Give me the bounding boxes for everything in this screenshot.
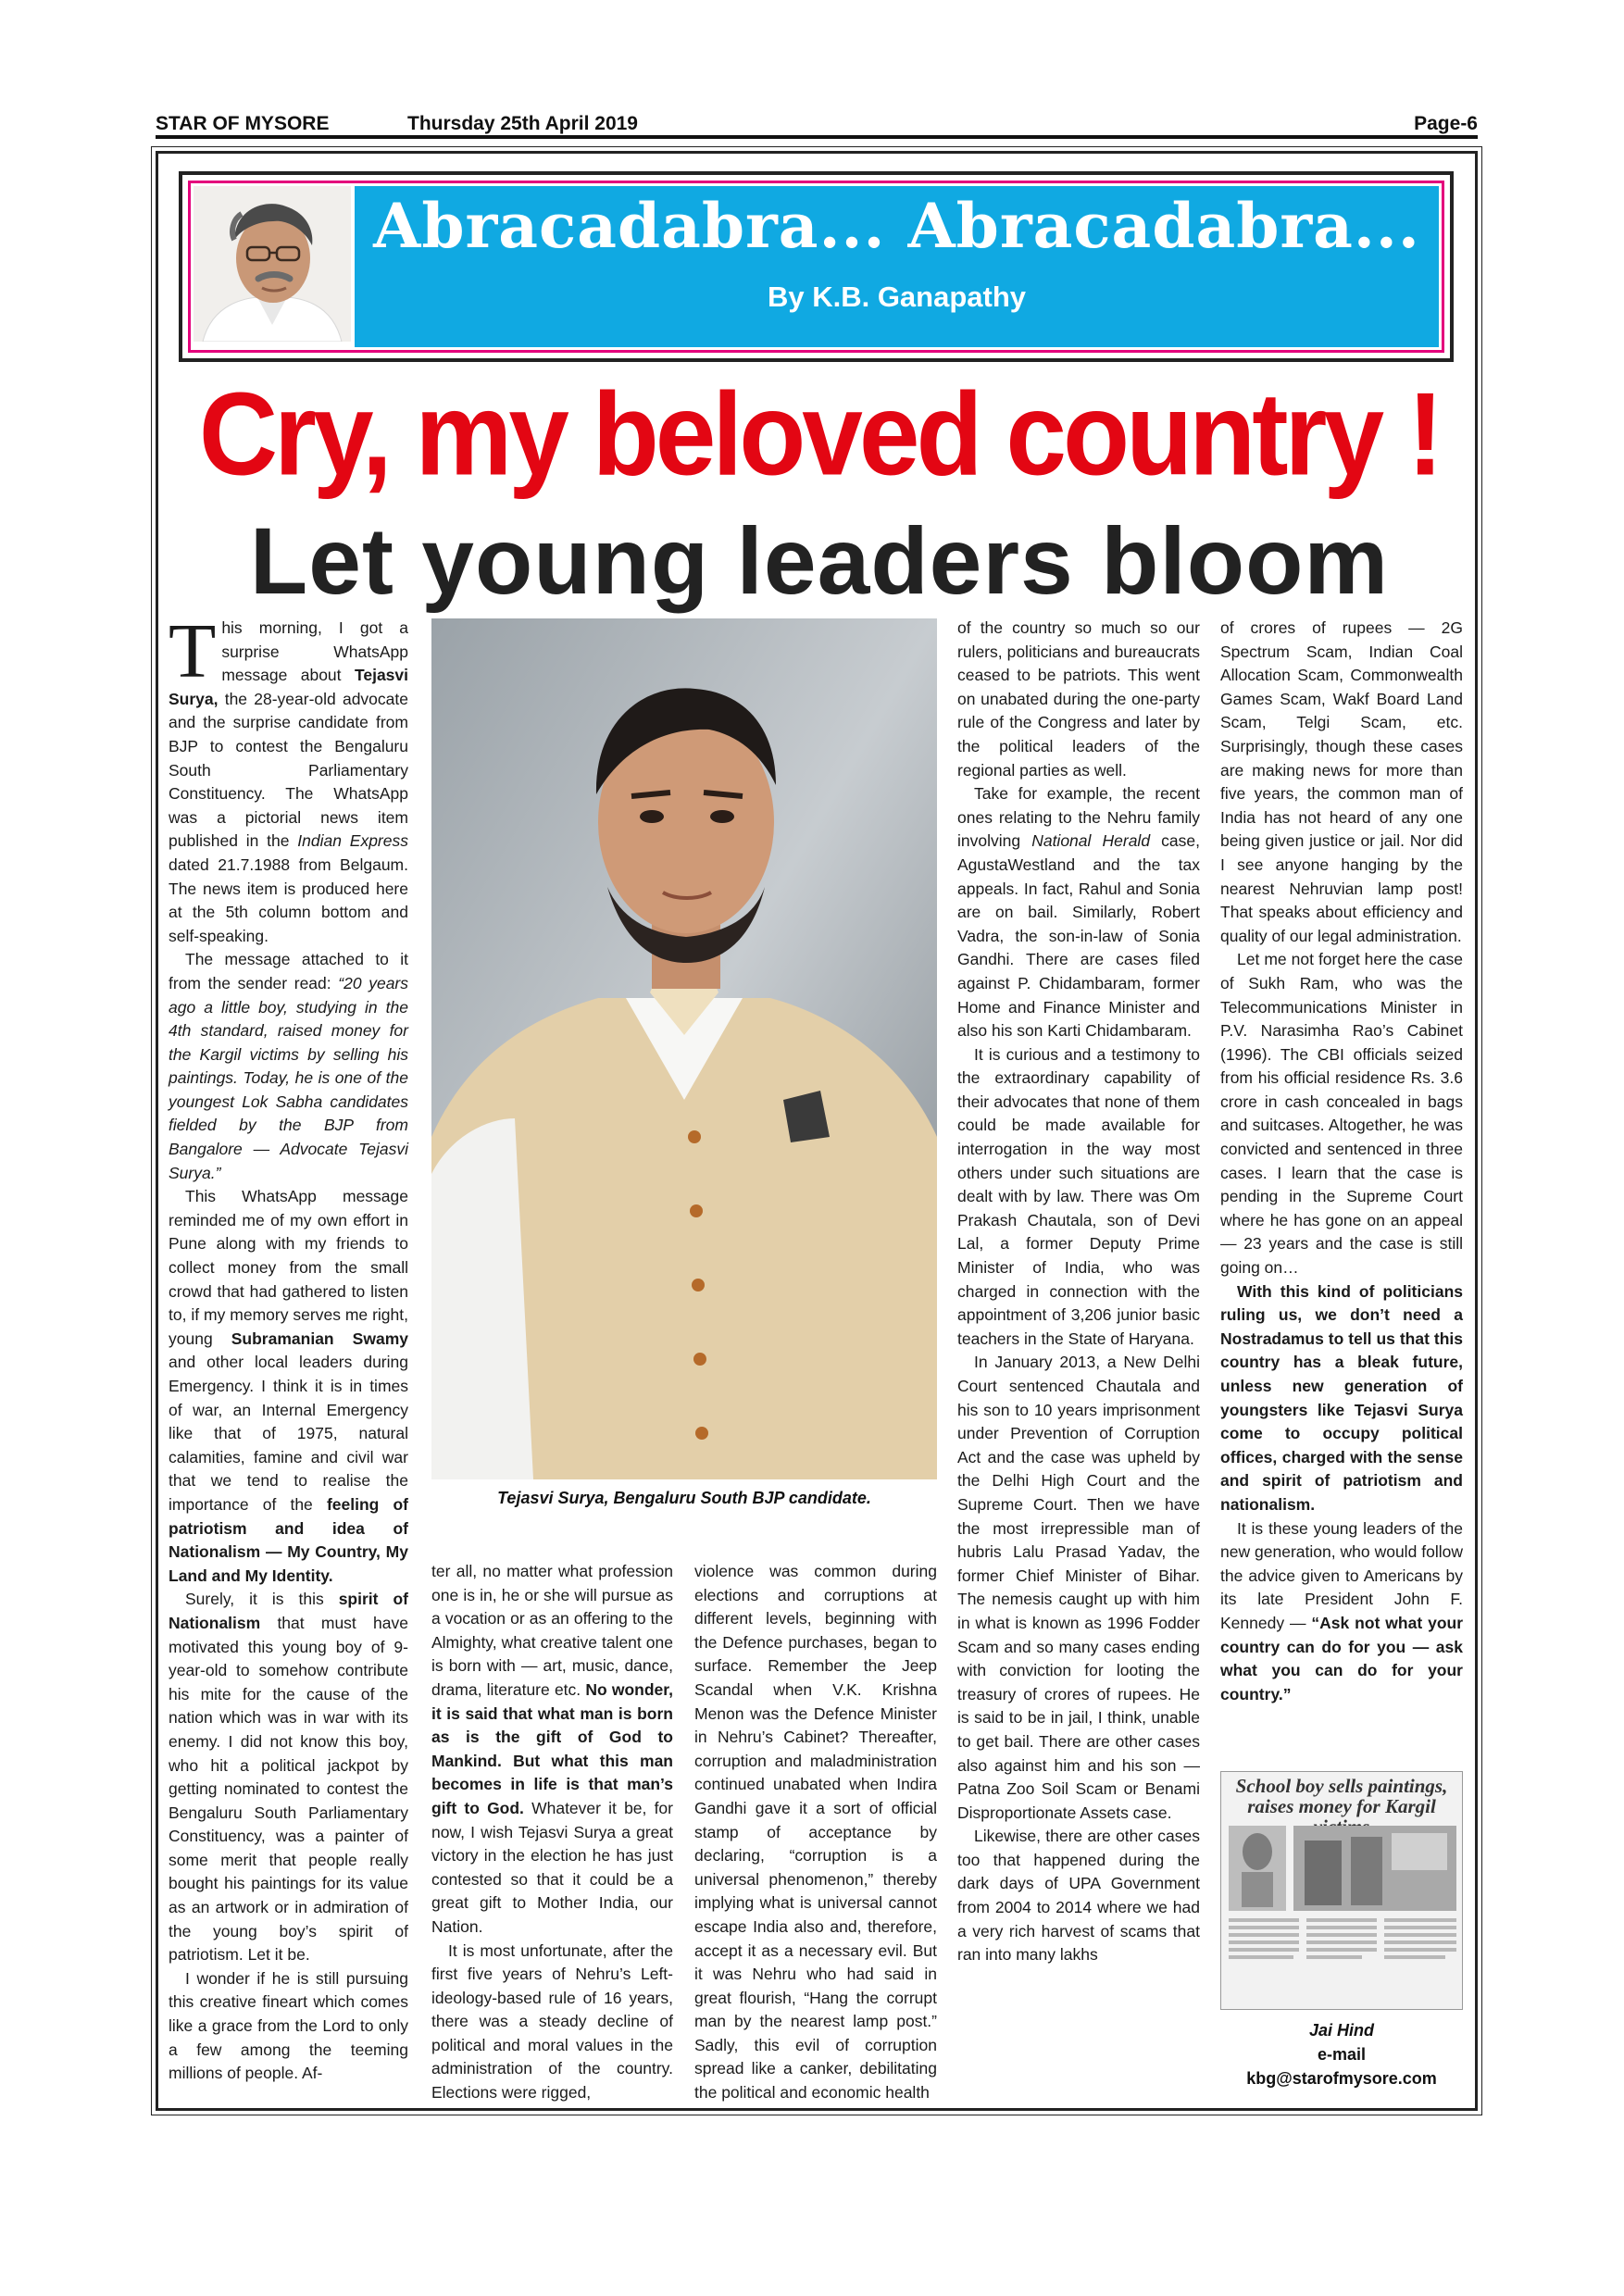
text-run-bold: feeling of patriotism and idea of Nationalism — My Country, My Land and My Identity. bbox=[169, 1494, 408, 1585]
paragraph bbox=[169, 608, 408, 948]
text-run-bold: spirit of Nationalism bbox=[169, 1590, 408, 1632]
clipping-headline: School boy sells paintings, raises money for Kargil bbox=[1235, 1775, 1448, 1817]
issue-date: Thursday 25th April 2019 bbox=[407, 113, 638, 134]
paragraph: Likewise, there are other cases too that happened during the dark days of UPA Government from 2004 to 2014 where we had a very rich harvest of scams that ran into many lakhs bbox=[957, 1827, 1200, 1965]
paragraph: of the country so much so our rulers, politicians and bureaucrats ceased to be patriots. This went on unabated during the one-party rule of the Congress and later by the political leaders of the regional parties as well. bbox=[957, 618, 1200, 780]
text-run-italic: “20 years ago a little boy, studying in the 4th standard, raised money for the Kargil victims by selling his paintings. Today, he is one of the youngest Lok Sabha candidates fielded by the BJP from Bangalore — Advocate Tejasvi Surya.” bbox=[169, 973, 409, 1182]
main-headline: Cry, my beloved country ! bbox=[198, 368, 1441, 501]
article-column-3 bbox=[694, 1560, 937, 2105]
photo-caption: Tejasvi Surya, Bengaluru South BJP candidate. bbox=[497, 1489, 871, 1507]
sign-off bbox=[1220, 2018, 1463, 2090]
page-number: Page-6 bbox=[1414, 113, 1478, 134]
text-run: the 28-year-old advocate and the surprise candidate from BJP to contest the Bengaluru South Parliamentary Constituency. The WhatsApp was a pictorial news item published in the bbox=[169, 689, 408, 851]
news-clipping bbox=[1220, 1771, 1463, 2010]
article-column-1 bbox=[169, 608, 409, 2087]
paragraph bbox=[169, 1185, 408, 1588]
text-run: ter all, no matter what profession one is in, he or she will pursue as a vocation or as an offering to the Almighty, what creative talent one is born with — art, music, dance, drama, literature etc. bbox=[431, 1562, 673, 1699]
paragraph: I wonder if he is still pursuing this creative fineart which comes like a grace from the Lord to only a few among the teeming millions of people. Af- bbox=[169, 1968, 408, 2083]
paragraph: Let me not forget here the case of Sukh Ram, who was the Telecommunications Minister in P.V. Narasimha Rao’s Cabinet (1996). The CBI officials seized from his official residence Rs. 3.6 crore in cash concealed in bags and suitcases. Altogether, he was convicted and sentenced in three cases. I learn that the case is pending in the Supreme Court where he has gone on an appeal — 23 years and the case is still going on… bbox=[1220, 950, 1463, 1278]
clipping-body bbox=[1221, 1772, 1463, 2010]
text-run-bold: Subramanian Swamy bbox=[231, 1329, 408, 1348]
article-column-5 bbox=[1220, 617, 1463, 1706]
paragraph bbox=[169, 948, 408, 1185]
text-run: his morning, I got a surprise WhatsApp message about bbox=[221, 618, 408, 685]
text-run: Whatever it be, for now, I wish Tejasvi Surya a great victory in the election he has just contested so that it could be a great gift to Mother India, our Nation. bbox=[431, 1798, 673, 1936]
sub-headline: Let young leaders bloom bbox=[249, 508, 1390, 614]
text-run: The message attached to it from the sender read: bbox=[169, 950, 408, 992]
author-portrait bbox=[194, 186, 351, 342]
paragraph bbox=[957, 782, 1200, 1043]
text-run: It is these young leaders of the new generation, who would follow the advice given to Americans by its late President John F. Kennedy — bbox=[1220, 1518, 1463, 1632]
paragraph bbox=[431, 1560, 673, 1940]
text-run: case, AgustaWestland and the tax appeals. In fact, Rahul and Sonia are on bail. Similarly, Robert Vadra, the son-in-law of Sonia Gandhi. There are cases filed against P. Chidambaram, former Home and Finance Minister and also his son Karti Chidambaram. bbox=[957, 831, 1200, 1041]
paragraph: of crores of rupees — 2G Spectrum Scam, Indian Coal Allocation Scam, Commonwealth Games Scam, Wakf Board Land Scam, Telgi Scam, etc. Surprisingly, though these cases are making news for more than five years, the common man of India has not heard of any one being given justice or jail. Nor did I see anyone hanging by the nearest Nehruvian lamp post! That speaks about efficiency and quality of our legal administration. bbox=[1220, 618, 1463, 945]
drop-cap: T bbox=[169, 608, 217, 694]
text-run: dated 21.7.1988 from Belgaum. The news item is produced here at the 5th column bottom and self-speaking. bbox=[169, 855, 408, 945]
email-label: e-mail bbox=[1317, 2045, 1367, 2064]
text-run-bold: No wonder, it is said that what man is born as is the gift of God to Mankind. But what this man becomes in life is that man’s gift to God. bbox=[431, 1679, 673, 1817]
text-run: Take for example, the recent ones relating to the Nehru family involving bbox=[957, 784, 1200, 851]
running-head-rule bbox=[156, 135, 1478, 139]
paragraph bbox=[1220, 1517, 1463, 1707]
text-run: This WhatsApp message reminded me of my own effort in Pune along with my friends to collect money from the small crowd that had gathered to listen to, if my memory serves me right, young bbox=[169, 1187, 408, 1348]
paragraph: It is curious and a testimony to the extraordinary capability of their advocates that none of them could be made available for interrogation in the way most others under such situations are dealt with by law. There was Om Prakash Chautala, son of Devi Lal, a former Deputy Prime Minister of India, who was charged in connection with the appointment of 3,206 junior basic teachers in the State of Haryana. bbox=[957, 1044, 1200, 1348]
paragraph: In January 2013, a New Delhi Court sentenced Chautala and his son to 10 years imprisonment under Prevention of Corruption Act and the case was upheld by the Delhi High Court and the Supreme Court. Then we have the most irrepressible man of hubris Lalu Prasad Yadav, the former Chief Minister of Bihar. The nemesis caught up with him in what is known as 1996 Fodder Scam and so many cases ending with conviction for looting the treasury of crores of rupees. He is said to be in jail, I think, unable to get bail. There are other cases also against him and his son — Patna Zoo Soil Scam or Benami Disproportionate Assets case. bbox=[957, 1353, 1200, 1822]
text-run-bold: Tejasvi Surya, bbox=[169, 666, 408, 708]
banner-title-panel bbox=[355, 186, 1439, 347]
sign-off-line: Jai Hind bbox=[1308, 2021, 1374, 2040]
author-email: kbg@starofmysore.com bbox=[1246, 2069, 1437, 2088]
text-run-italic: National Herald bbox=[1031, 831, 1151, 851]
paragraph bbox=[169, 1588, 408, 1967]
text-run-bold: “Ask not what your country can do for you — ask what you can do for your country.” bbox=[1220, 1613, 1464, 1703]
paragraph: It is most unfortunate, after the first five years of Nehru’s Left-ideology-based rule of 16 years, there was a steady decline of political and moral values in the administration of the country. Elections were rigged, bbox=[431, 1940, 673, 2103]
text-run-italic: Indian Express bbox=[297, 831, 408, 851]
paper-name: STAR OF MYSORE bbox=[156, 113, 330, 134]
author-byline: By K.B. Ganapathy bbox=[767, 281, 1027, 313]
text-run: and other local leaders during Emergency. I think it is in times of war, an Internal Emergency like that of 1975, natural calamities, famine and civil war that we tend to realise the importance of the bbox=[169, 1353, 408, 1514]
text-run-bold: With this kind of politicians ruling us, we don’t need a Nostradamus to tell us that this country has a bleak future, unless new generation of youngsters like Tejasvi Surya come to occupy political offices, charged with the sense and spirit of patriotism and nationalism. bbox=[1220, 1281, 1463, 1514]
paragraph bbox=[1220, 1280, 1463, 1517]
text-run: Surely, it is this bbox=[185, 1590, 339, 1609]
column-title: Abracadabra... Abracadabra... bbox=[373, 190, 1420, 262]
article-column-2 bbox=[431, 1560, 673, 2105]
text-run: that must have motivated this young boy of 9-year-old to somehow contribute his mite for the cause of the nation which was in war with its enemy. I did not know this boy, who hit a political jackpot by getting nominated to contest the Bengaluru South Parliamentary Constituency, was a painter of some merit that people really bought his paintings for its value as an artwork or in admiration of the young boy’s spirit of patriotism. Let it be. bbox=[169, 1613, 408, 1965]
paragraph: violence was common during elections and corruptions at different levels, beginning with the Defence purchases, began to surface. Remember the Jeep Scandal when V.K. Krishna Menon was the Defence Minister in Nehru’s Cabinet? Thereafter, corruption and maladministration continued unabated when Indira Gandhi gave it a sort of official stamp of acceptance by declaring, “corruption is a universal phenomenon,” thereby implying what is universal cannot escape India also and, therefore, accept it as a necessary evil. But it was Nehru who had said in great flourish, “Hang the corrupt man by the nearest lamp post.” Sadly, this evil of corruption spread like a canker, debilitating the political and economic health bbox=[694, 1562, 937, 2103]
article-column-4 bbox=[957, 617, 1200, 1967]
candidate-photo bbox=[431, 618, 937, 1479]
column-banner bbox=[179, 171, 1454, 362]
